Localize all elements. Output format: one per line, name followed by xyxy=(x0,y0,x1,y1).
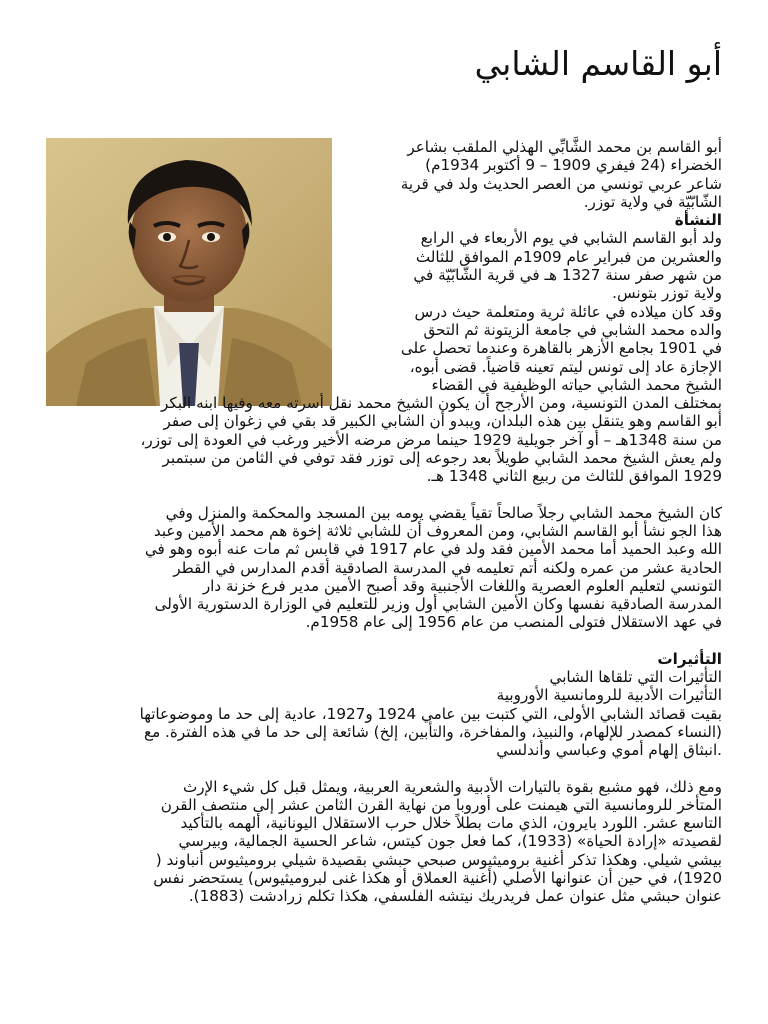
text-line: الله وعبد الحميد أما محمد الأمين فقد ولد في عام 1917 في قابس ثم مات عنه أبوه وهو في xyxy=(144,540,722,559)
paragraph-spacer xyxy=(46,486,722,504)
section-heading-upbringing: النشأة xyxy=(674,211,722,230)
text-line: بقيت قصائد الشابي الأولى، التي كتبت بين عامي 1924 و1927، عادية إلى حد ما وموضوعاتها xyxy=(139,704,722,723)
text-line: بيشي شيلي. وهكذا تذكر أغنية بروميثيوس صبحي حبشي بقصيدة شيلي بروميثيوس أنباوند ( xyxy=(155,850,722,869)
page-title: أبو القاسم الشابي xyxy=(474,44,722,83)
paragraph-spacer xyxy=(46,760,722,778)
text-line: الحادية عشر من عمره ولكنه أتم تعليمه في المدرسة الصادقية أقدم المدارس في القطر xyxy=(173,558,722,577)
text-line: ومع ذلك، فهو مشبع بقوة بالتيارات الأدبية والشعرية العربية، ويمثل قبل كل شيء الإرث xyxy=(182,777,722,796)
intro-line: أبو القاسم بن محمد الشَّابِّي الهذلي الملقب بشاعر xyxy=(407,138,722,156)
article-body xyxy=(46,138,722,906)
subheading-line: التأثيرات التي تلقاها الشابي xyxy=(549,668,722,687)
text-line: ولد أبو القاسم الشابي في يوم الأربعاء في الرابع xyxy=(420,229,722,248)
paragraph-spacer xyxy=(46,632,722,650)
text-line: والعشرين من فبراير عام 1909م الموافق للثالث xyxy=(415,247,722,266)
text-line: المدرسة الصادقية نفسها وكان الأمين الشابي أول وزير للتعليم في الوزارة الدستورية الأولى xyxy=(154,595,722,614)
subheading-line: التأثيرات الأدبية للرومانسية الأوروبية xyxy=(496,686,722,705)
text-line: والده محمد الشابي في جامعة الزيتونة ثم التحق xyxy=(423,320,722,339)
text-line: في 1901 بجامع الأزهر بالقاهرة وعندما تحصل على xyxy=(400,339,722,358)
text-line: عنوان حبشي مثل عنوان عمل فريدريك نيتشه الفلسفي، هكذا تكلم زرادشت (1883). xyxy=(188,887,722,906)
intro-line: الشّابّيّة في ولاية توزر. xyxy=(583,192,722,211)
text-line: الإجازة عاد إلى تونس ليتم تعينه قاضياً. قضى أبوه، xyxy=(409,357,722,376)
text-line: المتأخر للرومانسية التي هيمنت على أوروبا من نهاية القرن الثامن عشر إلى منتصف القرن xyxy=(160,795,722,814)
text-line: هذا الجو نشأ أبو القاسم الشابي، ومن المعروف أن للشابي ثلاثة إخوة هم محمد الأمين وعبد xyxy=(153,521,722,540)
text-line: كان الشيخ محمد الشابي رجلاً صالحاً تقياً يقضي يومه بين المسجد والمحكمة والمنزل وفي xyxy=(165,503,722,522)
section-heading-influences: التأثيرات xyxy=(657,649,722,668)
text-line: ولم يعش الشيخ محمد الشابي طويلاً بعد رجوعه إلى توزر فقد توفي في الثامن من سبتمبر xyxy=(162,449,722,468)
text-line: الشيخ محمد الشابي حياته الوظيفية في القضاء xyxy=(431,375,722,394)
text-line: في عهد الاستقلال فتولى المنصب من عام 1956 إلى عام 1958م. xyxy=(305,613,722,632)
text-line: 1920)، في حين أن عنوانها الأصلي (أغنية العملاق أو هكذا غنى لبروميثيوس) يستحضر نفس xyxy=(153,868,722,887)
portrait-painting-icon xyxy=(46,138,332,406)
text-line: من شهر صفر سنة 1327 هـ في قرية الشّابّيّة في xyxy=(413,266,722,285)
text-line: .انبثاق إلهام أموي وعباسي وأندلسي xyxy=(496,741,722,760)
portrait-image xyxy=(46,138,332,406)
text-line: من سنة 1348هـ – أو آخر جويلية 1929 حينما مرض مرضه الأخير ورغب في العودة إلى توزر، xyxy=(140,430,722,449)
text-line: التونسي لتعليم العلوم العصرية واللغات الأجنبية وقد أصبح الأمين مدير فرع خزنة دار xyxy=(202,576,722,595)
text-line: ولاية توزر بتونس. xyxy=(612,284,722,303)
text-line: 1929 الموافق للثالث من ربيع الثاني 1348 هـ. xyxy=(426,467,722,486)
text-line: لقصيدته «إرادة الحياة» (1933)، كما فعل جون كيتس، شاعر الحسية الجمالية، وبيرسي xyxy=(178,832,722,851)
intro-line: الخضراء (24 فيفري 1909 – 9 أكتوبر 1934م) xyxy=(425,156,722,175)
text-line: التاسع عشر. اللورد بايرون، الذي مات بطلاً خلال حرب الاستقلال اليونانية، ألهمه بالتأكيد xyxy=(180,814,722,833)
text-line: (النساء كمصدر للإلهام، والنبيذ، والمفاخرة، والتأبين، إلخ) شائعة إلى حد ما في هذه الفترة. مع xyxy=(144,722,722,741)
text-line: أبو القاسم وهو يتنقل بين هذه البلدان، ويبدو أن الشابي الكبير قد بقي في زغوان إلى صفر xyxy=(163,412,722,431)
intro-line: شاعر عربي تونسي من العصر الحديث ولد في قرية xyxy=(400,174,722,193)
text-line: بمختلف المدن التونسية، ومن الأرجح أن يكون الشيخ محمد نقل أسرته معه وفيها ابنه البكر xyxy=(161,394,722,413)
text-line: وقد كان ميلاده في عائلة ثرية ومتعلمة حيث درس xyxy=(414,302,722,321)
